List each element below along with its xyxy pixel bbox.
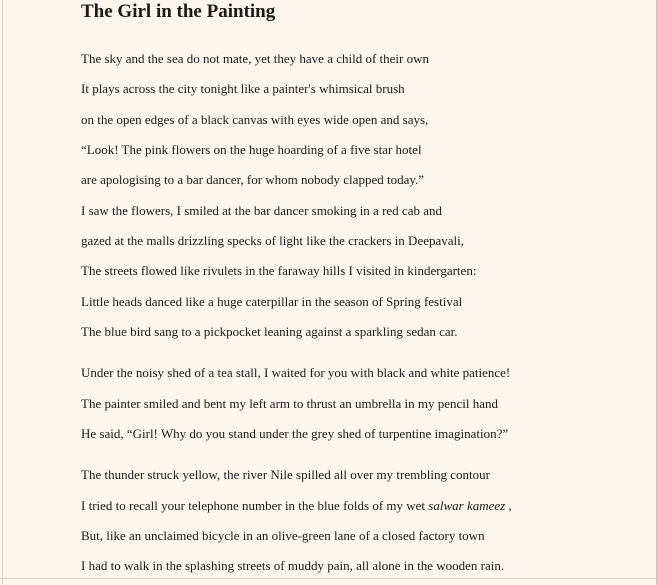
poem-line: I had to walk in the splashing streets of muddy pain, all alone in the wooden rain. [81,558,505,573]
poem-line: He said, “Girl! Why do you stand under the grey shed of turpentine imagination?” [81,426,509,441]
poem-line-text: , [505,498,512,513]
left-border [2,0,3,585]
poem-line-italic: salwar kameez [428,498,506,513]
poem-line: The sky and the sea do not mate, yet they have a child of their own [81,51,430,66]
poem-line-text: I tried to recall your telephone number in the blue folds of my wet [81,498,429,513]
poem-line: The thunder struck yellow, the river Nile spilled all over my trembling contour [81,467,490,482]
poem-line [81,498,512,514]
poem-line: Little heads danced like a huge caterpillar in the season of Spring festival [81,294,463,309]
bottom-border [0,578,658,579]
poem-line: on the open edges of a black canvas with eyes wide open and says, [81,112,429,127]
poem-line: Under the noisy shed of a tea stall, I waited for you with black and white patience! [81,365,511,380]
poem-line: But, like an unclaimed bicycle in an olive-green lane of a closed factory town [81,528,485,543]
poem-line: “Look! The pink flowers on the huge hoarding of a five star hotel [81,142,422,157]
poem-line: The painter smiled and bent my left arm to thrust an umbrella in my pencil hand [81,396,498,411]
poem-line: I saw the flowers, I smiled at the bar dancer smoking in a red cab and [81,203,442,218]
poem-line: It plays across the city tonight like a painter's whimsical brush [81,81,405,96]
poem-title: The Girl in the Painting [81,1,276,22]
poem-line: The blue bird sang to a pickpocket leaning against a sparkling sedan car. [81,324,458,339]
poem-line: gazed at the malls drizzling specks of light like the crackers in Deepavali, [81,233,464,248]
poem-line: The streets flowed like rivulets in the faraway hills I visited in kindergarten: [81,263,477,278]
poem-line: are apologising to a bar dancer, for whom nobody clapped today.” [81,172,425,187]
